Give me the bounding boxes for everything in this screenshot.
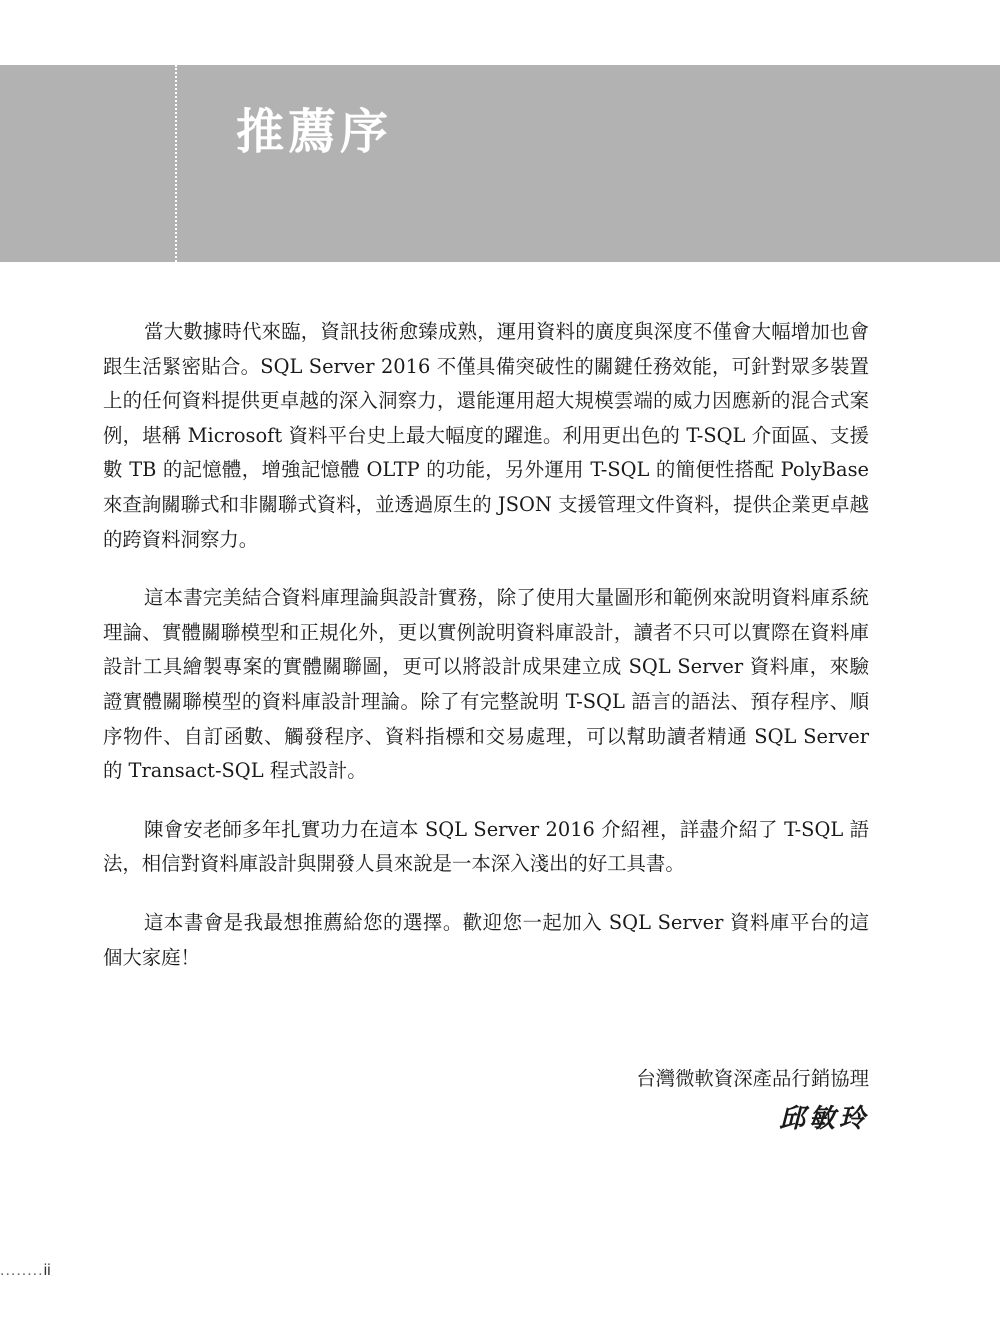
page-footer bbox=[0, 1262, 51, 1280]
signature-block bbox=[636, 1062, 869, 1132]
page-number: ii bbox=[43, 1262, 51, 1279]
paragraph-3: 陳會安老師多年扎實功力在這本 SQL Server 2016 介紹裡，詳盡介紹了 T-SQL 語法，相信對資料庫設計與開發人員來說是一本深入淺出的好工具書。 bbox=[103, 817, 869, 876]
body-text bbox=[103, 315, 869, 999]
signatory-name: 邱敏玲 bbox=[778, 1104, 869, 1134]
paragraph-4: 這本書會是我最想推薦給您的選擇。歡迎您一起加入 SQL Server 資料庫平台的這個大家庭！ bbox=[103, 910, 869, 969]
chapter-title: 推薦序 bbox=[236, 104, 393, 160]
paragraph-1: 當大數據時代來臨，資訊技術愈臻成熟，運用資料的廣度與深度不僅會大幅增加也會跟生活緊密貼合。SQL Server 2016 不僅具備突破性的關鍵任務效能，可針對眾多裝置上的任何資料提供更卓越的深入洞察力，還能運用超大規模雲端的威力因應新的混合式案例，堪稱 Microsoft 資料平台史上最大幅度的躍進。利用更出色的 T-SQL 介面區、支援數 TB 的記憶體，增強記憶體 OLTP 的功能，另外運用 T-SQL 的簡便性搭配 PolyBase 來查詢關聯式和非關聯式資料，並透過原生的 JSON 支援管理文件資料，提供企業更卓越的跨資料洞察力。 bbox=[103, 320, 869, 551]
paragraph-2: 這本書完美結合資料庫理論與設計實務，除了使用大量圖形和範例來說明資料庫系統理論、實體關聯模型和正規化外，更以實例說明資料庫設計，讀者不只可以實際在資料庫設計工具繪製專案的實體關聯圖，更可以將設計成果建立成 SQL Server 資料庫，來驗證實體關聯模型的資料庫設計理論。除了有完整說明 T-SQL 語言的語法、預存程序、順序物件、自訂函數、觸發程序、資料指標和交易處理，可以幫助讀者精通 SQL Server 的 Transact-SQL 程式設計。 bbox=[103, 586, 869, 783]
header-dotted-divider bbox=[175, 65, 177, 262]
footer-dots: ........ bbox=[0, 1262, 44, 1279]
signatory-title: 台灣微軟資深產品行銷協理 bbox=[636, 1067, 869, 1090]
chapter-header-band bbox=[0, 65, 1000, 262]
